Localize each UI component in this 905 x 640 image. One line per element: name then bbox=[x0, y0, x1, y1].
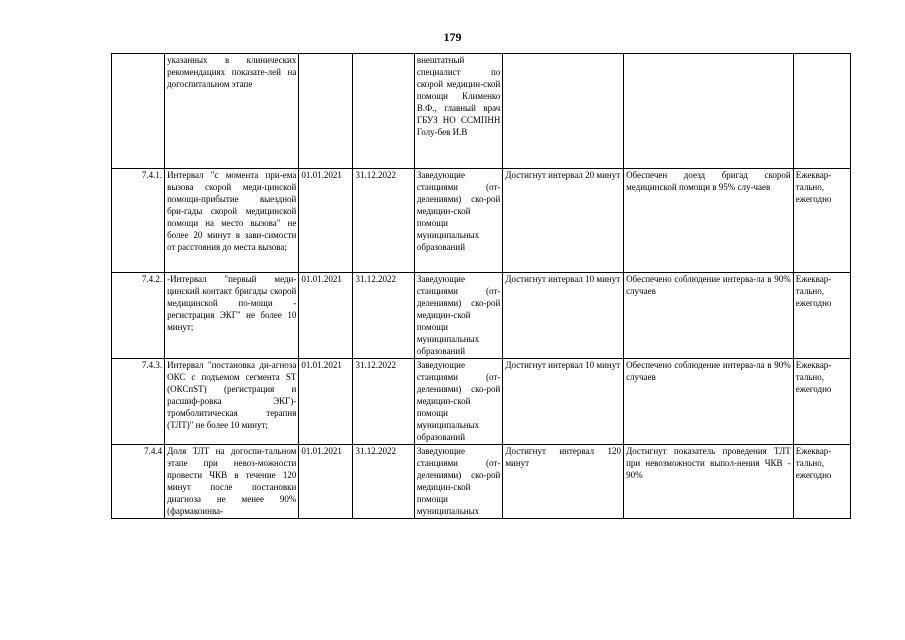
cell-start-date: 01.01.2021 bbox=[299, 169, 353, 273]
cell-indicator bbox=[624, 54, 794, 169]
cell-number: 7.4.2. bbox=[112, 273, 165, 359]
cell-frequency: Ежеквар-тально, ежегодно bbox=[793, 445, 850, 519]
cell-frequency: Ежеквар-тально, ежегодно bbox=[793, 359, 850, 445]
cell-start-date: 01.01.2021 bbox=[299, 445, 353, 519]
table-row bbox=[112, 169, 851, 273]
cell-responsible: Заведующие станциями (от-делениями) ско-рой медицин-ской помощи муниципальных bbox=[414, 445, 502, 519]
table-row bbox=[112, 359, 851, 445]
cell-number: 7.4.3. bbox=[112, 359, 165, 445]
cell-frequency: Ежеквар-тально, ежегодно bbox=[793, 169, 850, 273]
cell-end-date: 31.12.2022 bbox=[353, 359, 414, 445]
cell-number: 7.4.4 bbox=[112, 445, 165, 519]
plan-table bbox=[111, 53, 851, 519]
cell-start-date: 01.01.2021 bbox=[299, 359, 353, 445]
cell-end-date: 31.12.2022 bbox=[353, 169, 414, 273]
cell-result bbox=[503, 54, 624, 169]
cell-number bbox=[112, 54, 165, 169]
cell-responsible: Заведующие станциями (от-делениями) ско-рой медицин-ской помощи муниципальных образований bbox=[414, 273, 502, 359]
cell-start-date bbox=[299, 54, 353, 169]
cell-event: указанных в клинических рекомендациях показате-лей на догоспитальном этапе bbox=[165, 54, 299, 169]
cell-start-date: 01.01.2021 bbox=[299, 273, 353, 359]
cell-end-date bbox=[353, 54, 414, 169]
cell-result: Достигнут интервал 10 минут bbox=[503, 273, 624, 359]
cell-responsible: Заведующие станциями (от-делениями) ско-рой медицин-ской помощи муниципальных образований bbox=[414, 169, 502, 273]
cell-frequency: Ежеквар-тально, ежегодно bbox=[793, 273, 850, 359]
cell-result: Достигнут интервал 20 минут bbox=[503, 169, 624, 273]
cell-indicator: Обеспечено соблюдение интерва-ла в 90% случаев bbox=[624, 273, 794, 359]
table-row bbox=[112, 445, 851, 519]
cell-result: Достигнут интервал 120 минут bbox=[503, 445, 624, 519]
cell-indicator: Достигнут показатель проведения ТЛТ при невозможности выпол-нения ЧКВ - 90% bbox=[624, 445, 794, 519]
cell-result: Достигнут интервал 10 минут bbox=[503, 359, 624, 445]
cell-end-date: 31.12.2022 bbox=[353, 273, 414, 359]
cell-responsible: Заведующие станциями (от-делениями) ско-рой медицин-ской помощи муниципальных образований bbox=[414, 359, 502, 445]
cell-end-date: 31.12.2022 bbox=[353, 445, 414, 519]
cell-event: -Интервал "первый меди-цинский контакт бригады скорой медицинской по-мощи - регистрация ЭКГ" не более 10 минут; bbox=[165, 273, 299, 359]
cell-event: Доля ТЛТ на догоспи-тальном этапе при невоз-можности провести ЧКВ в течение 120 минут после постановки диагноза не менее 90% (фармакоинва- bbox=[165, 445, 299, 519]
cell-event: Интервал "постановка ди-агноза ОКС с подъемом сегмента ST (ОКСпST) (регистрация и расшиф-ровка ЭКГ)-тромболитическая терапия (ТЛТ)" не более 10 минут; bbox=[165, 359, 299, 445]
cell-responsible: внештатный специалист по скорой медицин-ской помощи Клименко В.Ф., главный врач ГБУЗ НО ССМПНН Голу-бев И.В bbox=[414, 54, 502, 169]
cell-indicator: Обеспечено соблюдение интерва-ла в 90% случаев bbox=[624, 359, 794, 445]
table-row bbox=[112, 273, 851, 359]
cell-event: Интервал "с момента при-ема вызова скорой меди-цинской помощи-прибытие выездной бри-гады скорой медицинской помощи на место вызова" не более 20 минут в зави-симости от расстояния до места вызова; bbox=[165, 169, 299, 273]
cell-number: 7.4.1. bbox=[112, 169, 165, 273]
table-row bbox=[112, 54, 851, 169]
cell-frequency bbox=[793, 54, 850, 169]
page-number: 179 bbox=[443, 30, 462, 44]
cell-indicator: Обеспечен доезд бригад скорой медицинской помощи в 95% слу-чаев bbox=[624, 169, 794, 273]
